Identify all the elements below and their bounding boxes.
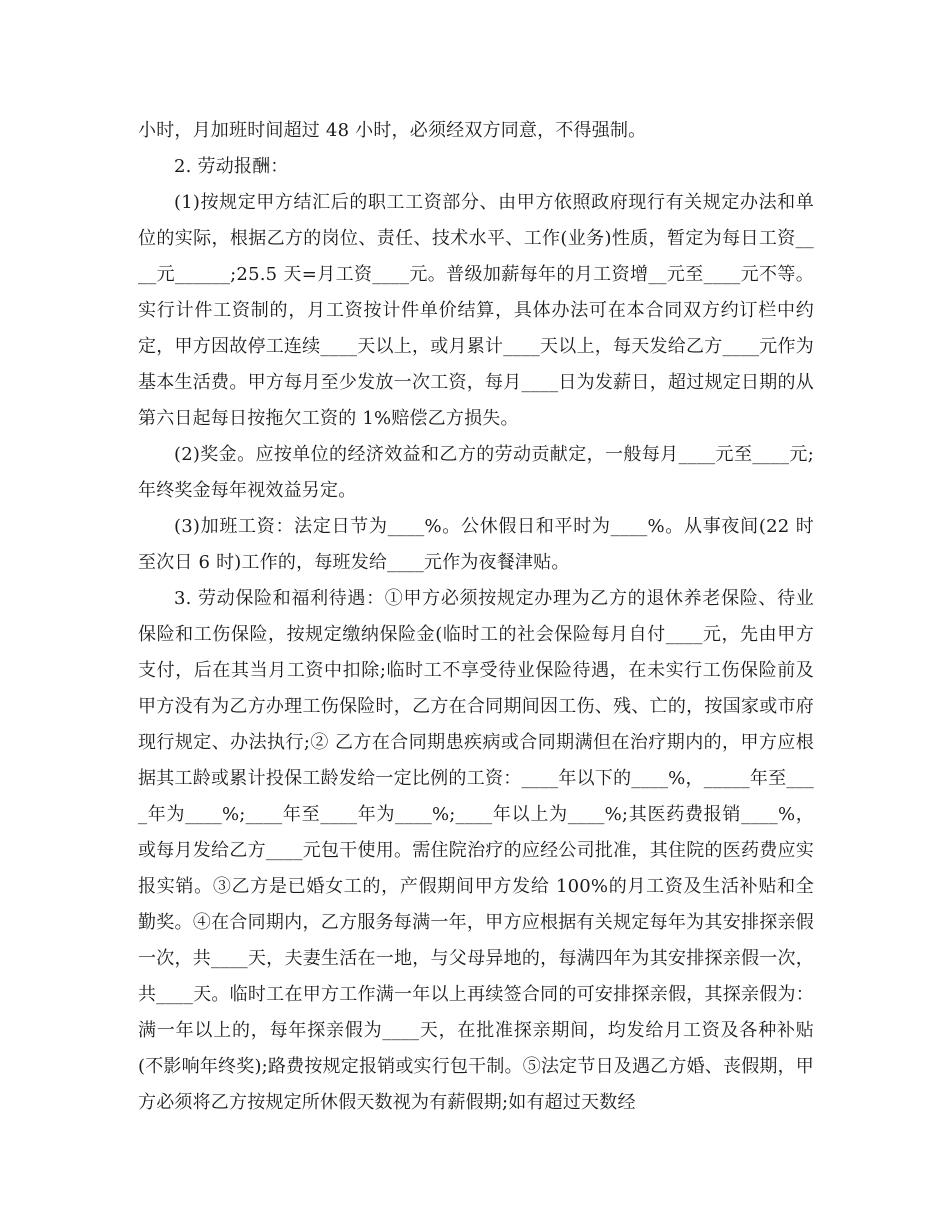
paragraph-wages: (1)按规定甲方结汇后的职工工资部分、由甲方依照政府现行有关规定办法和单位的实际，根据乙方的岗位、责任、技术水平、工作(业务)性质，暂定为每日工资____元______;25.5 天=月工资____元。普级加薪每年的月工资增__元至____元不等。实行计件工资制的，月工资按计件单价结算，具体办法可在本合同双方约订栏中约定，甲方因故停工连续____天以上，或月累计____天以上，每天发给乙方____元作为基本生活费。甲方每月至少发放一次工资，每月____日为发薪日，超过规定日期的从第六日起每日按拖欠工资的 1%赔偿乙方损失。: [138, 192, 814, 429]
document-body: [138, 113, 814, 1121]
section-heading-labor-remuneration: 2. 劳动报酬：: [174, 156, 289, 177]
paragraph-insurance-welfare: 3. 劳动保险和福利待遇：①甲方必须按规定办理为乙方的退休养老保险、待业保险和工伤保险，按规定缴纳保险金(临时工的社会保险每月自付____元，先由甲方支付，后在其当月工资中扣除;临时工不享受待业保险待遇，在未实行工伤保险前及甲方没有为乙方办理工伤保险时，乙方在合同期间因工伤、残、亡的，按国家或市府现行规定、办法执行;② 乙方在合同期患疾病或合同期满但在治疗期内的，甲方应根据其工龄或累计投保工龄发给一定比例的工资：____年以下的____%，_____年至____年为____%;____年至____年为____%;____年以上为____%;其医药费报销____%，或每月发给乙方____元包干使用。需住院治疗的应经公司批准，其住院的医药费应实报实销。③乙方是已婚女工的，产假期间甲方发给 100%的月工资及生活补贴和全勤奖。④在合同期内，乙方服务每满一年，甲方应根据有关规定每年为其安排探亲假一次，共____天，夫妻生活在一地，与父母异地的，每满四年为其安排探亲假一次，共____天。临时工在甲方工作满一年以上再续签合同的可安排探亲假，其探亲假为：满一年以上的，每年探亲假为____天，在批准探亲期间，均发给月工资及各种补贴(不影响年终奖);路费按规定报销或实行包干制。⑤法定节日及遇乙方婚、丧假期，甲方必须将乙方按规定所休假天数视为有薪假期;如有超过天数经: [138, 588, 814, 1113]
paragraph-overtime-pay: (3)加班工资：法定日节为____%。公休假日和平时为____%。从事夜间(22 时至次日 6 时)工作的，每班发给____元作为夜餐津贴。: [138, 516, 814, 573]
paragraph-overtime-limit: 小时，月加班时间超过 48 小时，必须经双方同意，不得强制。: [138, 120, 647, 141]
paragraph-bonus: (2)奖金。应按单位的经济效益和乙方的劳动贡献定，一般每月____元至____元;年终奖金每年视效益另定。: [138, 444, 814, 501]
